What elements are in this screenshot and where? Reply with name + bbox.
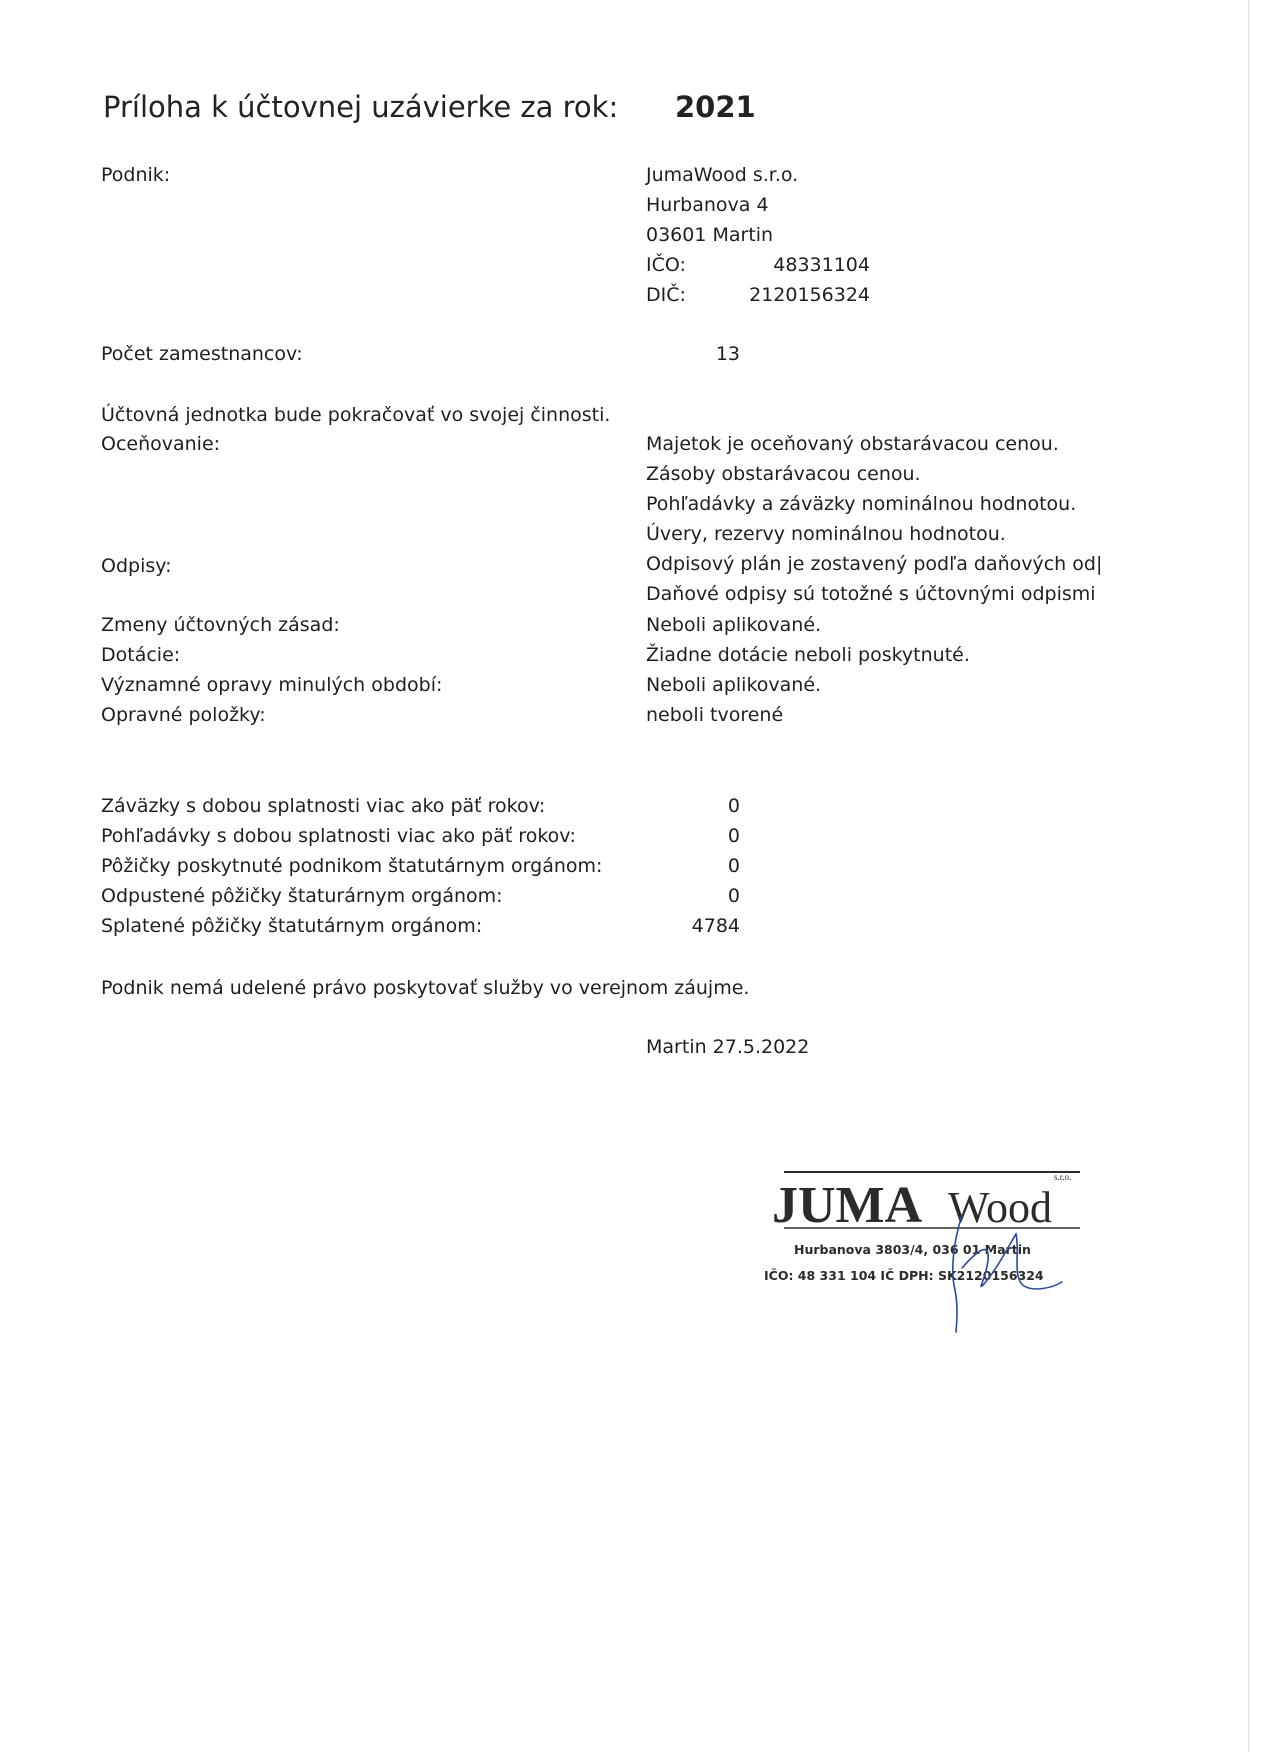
corrections-value: Neboli aplikované.	[646, 674, 822, 696]
page-title: Príloha k účtovnej uzávierke za rok:	[103, 90, 619, 124]
report-year: 2021	[675, 90, 756, 124]
valuation-line: Pohľadávky a záväzky nominálnou hodnotou.	[646, 493, 1077, 515]
figure-value: 0	[727, 825, 740, 847]
employees-label: Počet zamestnancov:	[101, 343, 303, 365]
dic-value: 2120156324	[749, 284, 870, 306]
depreciation-line: Daňové odpisy sú totožné s účtovnými odpismi	[646, 583, 1096, 605]
valuation-line: Majetok je oceňovaný obstarávacou cenou.	[646, 433, 1059, 455]
policy-changes-value: Neboli aplikované.	[646, 614, 822, 636]
company-street: Hurbanova 4	[646, 194, 769, 216]
figure-label: Odpustené pôžičky štaturárnym orgánom:	[101, 885, 503, 907]
adjustments-value: neboli tvorené	[646, 704, 784, 726]
adjustments-label: Opravné položky:	[101, 704, 266, 726]
valuation-label: Oceňovanie:	[101, 433, 221, 455]
policy-changes-label: Zmeny účtovných zásad:	[101, 614, 340, 636]
employees-value: 13	[715, 343, 740, 365]
corrections-label: Významné opravy minulých období:	[101, 674, 443, 696]
figure-value: 0	[727, 855, 740, 877]
figure-label: Záväzky s dobou splatnosti viac ako päť rokov:	[101, 795, 546, 817]
company-label: Podnik:	[101, 164, 171, 186]
stamp-ids: IČO: 48 331 104 IČ DPH: SK2120156324	[764, 1268, 1044, 1283]
company-stamp	[762, 1160, 1092, 1335]
stamp-logo-wood: Wood	[948, 1183, 1053, 1232]
valuation-line: Úvery, rezervy nominálnou hodnotou.	[646, 523, 1006, 545]
figure-label: Pohľadávky s dobou splatnosti viac ako päť rokov:	[101, 825, 576, 847]
figure-value: 0	[727, 885, 740, 907]
dic-label: DIČ:	[646, 284, 686, 306]
valuation-line: Zásoby obstarávacou cenou.	[646, 463, 921, 485]
ico-label: IČO:	[646, 254, 686, 276]
stamp-logo-main: JUMA	[772, 1177, 923, 1234]
depreciation-label: Odpisy:	[101, 555, 172, 577]
figure-label: Pôžičky poskytnuté podnikom štatutárnym orgánom:	[101, 855, 603, 877]
scan-edge	[1248, 0, 1249, 1752]
figure-value: 4784	[691, 915, 740, 937]
stamp-suffix: s.r.o.	[1054, 1172, 1072, 1182]
place-date: Martin 27.5.2022	[646, 1036, 810, 1058]
figure-label: Splatené pôžičky štatutárnym orgánom:	[101, 915, 483, 937]
subsidies-label: Dotácie:	[101, 644, 181, 666]
figure-value: 0	[727, 795, 740, 817]
depreciation-line: Odpisový plán je zostavený podľa daňových od|	[646, 553, 1103, 575]
company-city: 03601 Martin	[646, 224, 774, 246]
ico-value: 48331104	[773, 254, 870, 276]
company-name: JumaWood s.r.o.	[646, 164, 799, 186]
public-interest-statement: Podnik nemá udelené právo poskytovať služby vo verejnom záujme.	[101, 977, 750, 999]
continuation-statement: Účtovná jednotka bude pokračovať vo svojej činnosti.	[101, 404, 611, 426]
stamp-address: Hurbanova 3803/4, 036 01 Martin	[794, 1242, 1031, 1257]
subsidies-value: Žiadne dotácie neboli poskytnuté.	[646, 644, 970, 666]
